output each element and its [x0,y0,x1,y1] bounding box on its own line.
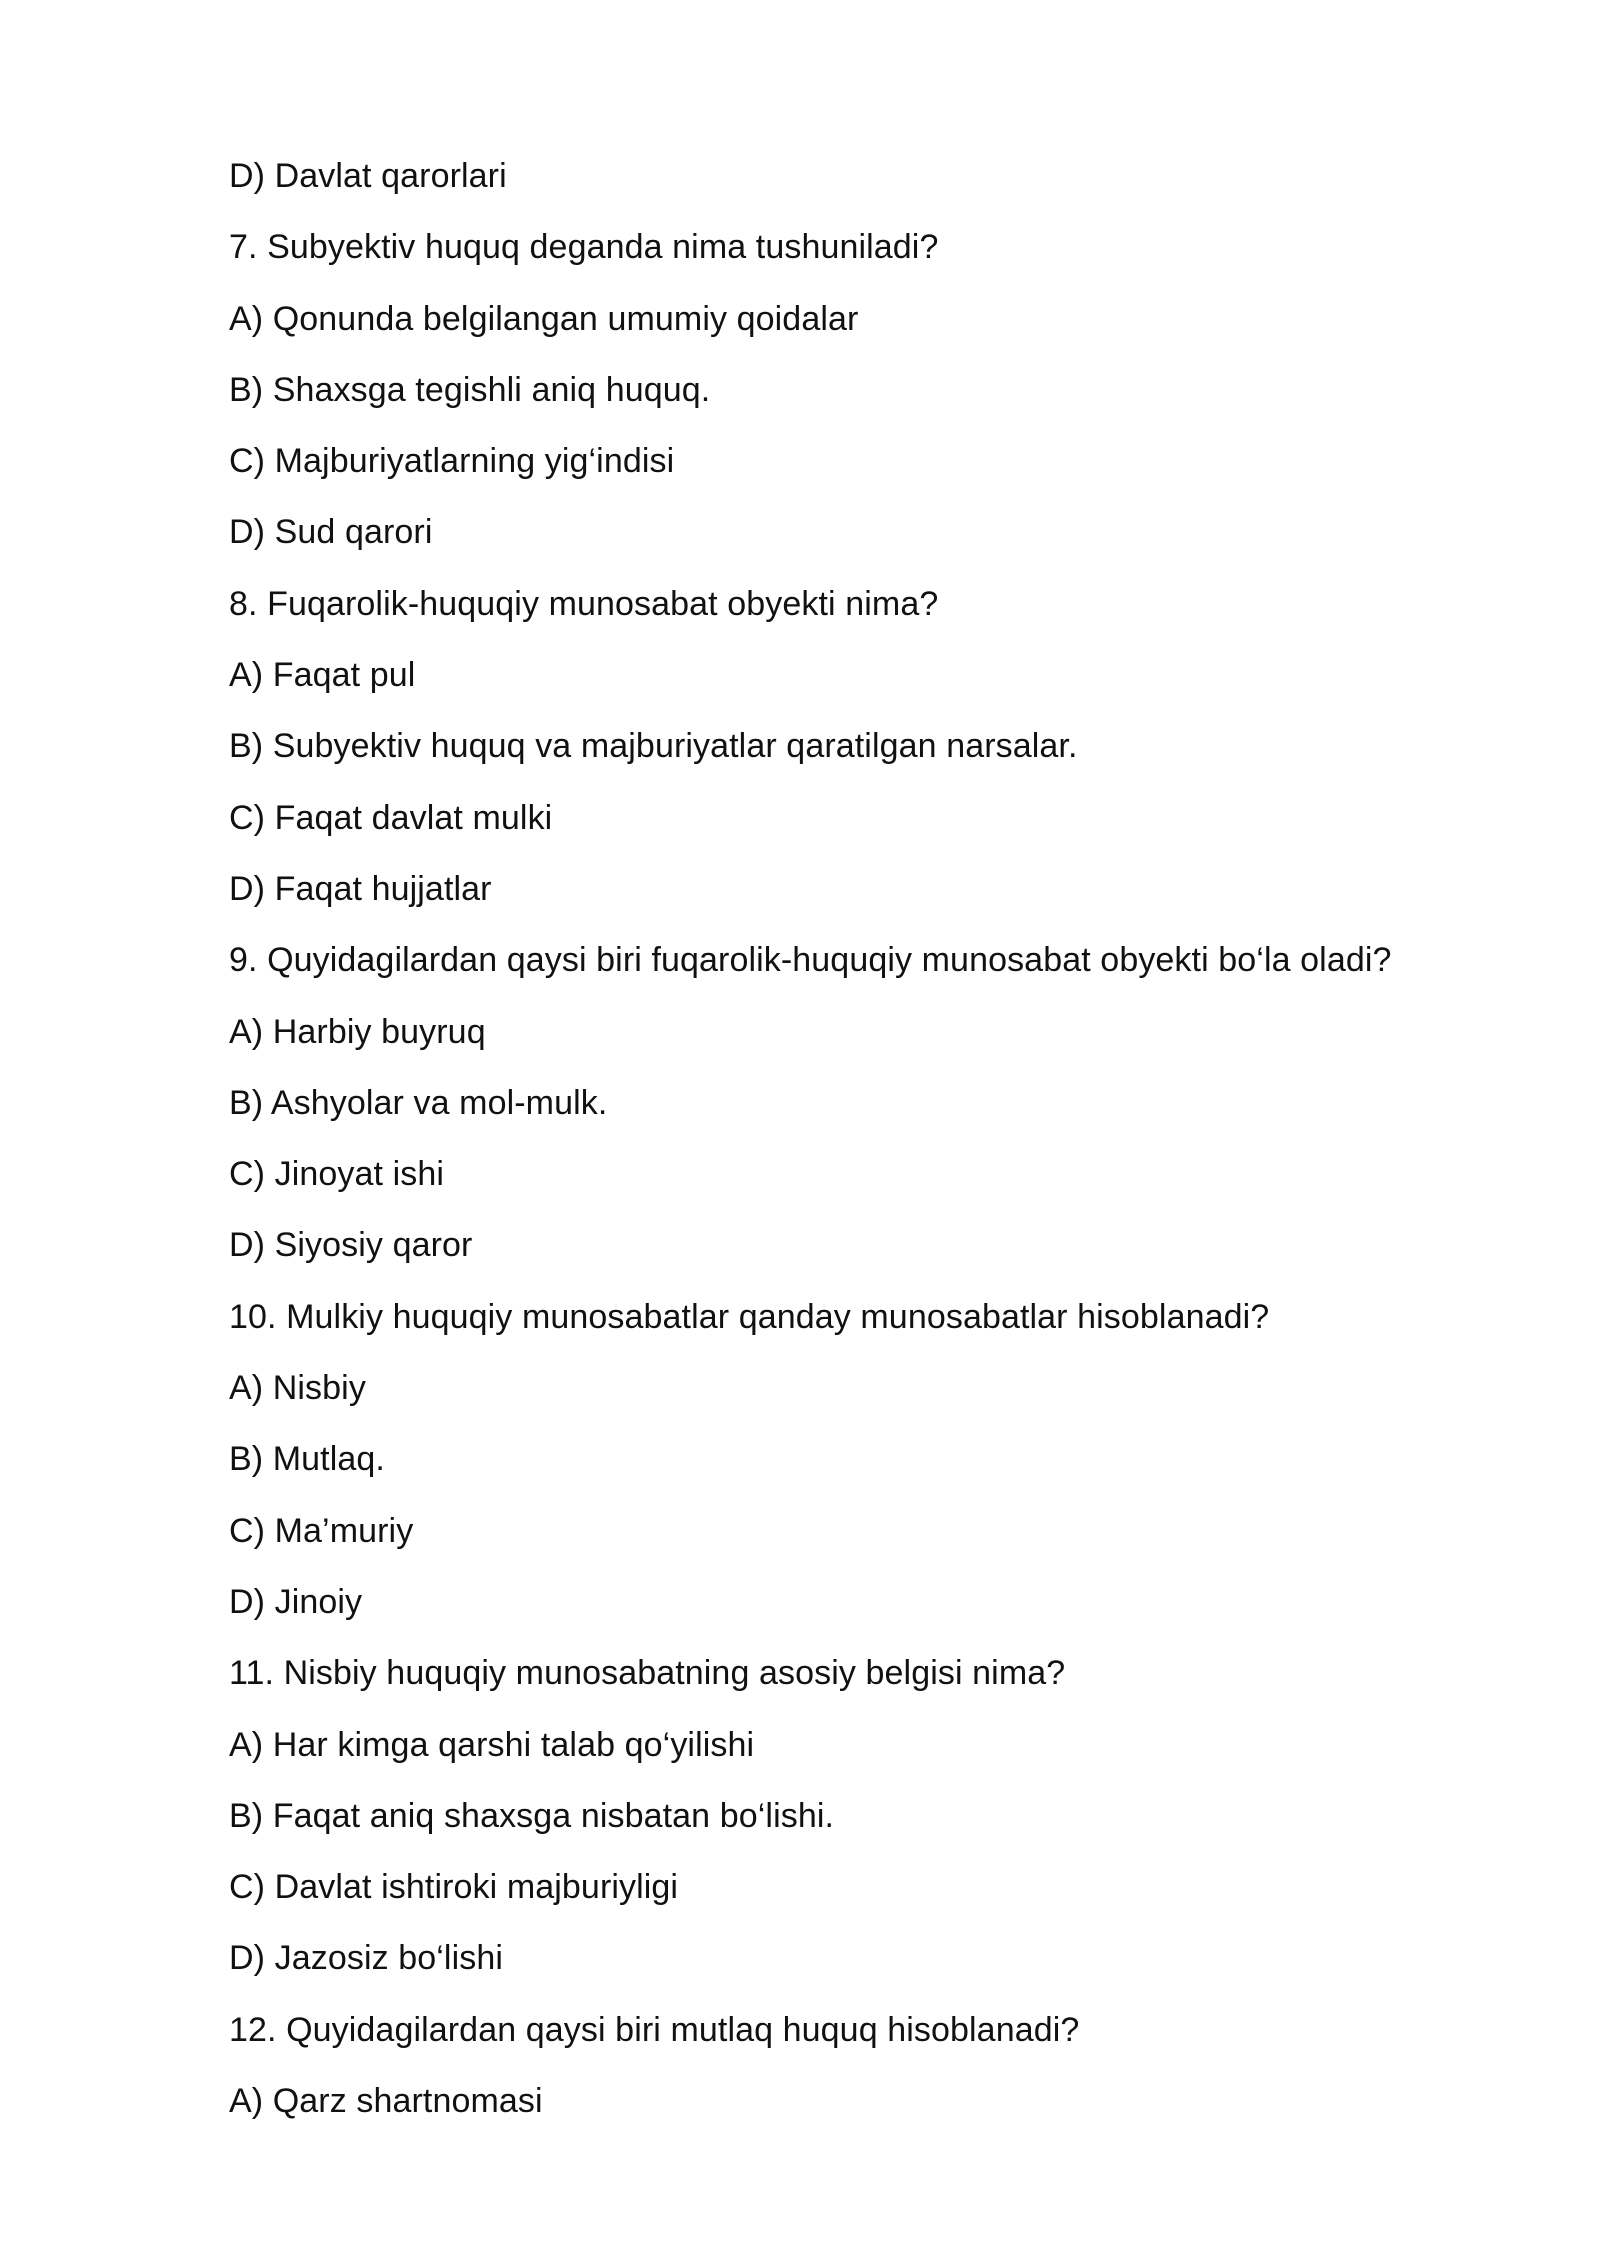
answer-option: A) Nisbiy [229,1369,366,1408]
question-text: 8. Fuqarolik-huquqiy munosabat obyekti nima? [229,584,939,623]
answer-option: D) Jazosiz bo‘lishi [229,1939,503,1978]
answer-option: D) Sud qarori [229,513,433,552]
answer-option: B) Mutlaq. [229,1440,385,1479]
answer-option: A) Faqat pul [229,656,416,695]
answer-option: A) Har kimga qarshi talab qo‘yilishi [229,1725,755,1764]
question-text: 10. Mulkiy huquqiy munosabatlar qanday munosabatlar hisoblanadi? [229,1297,1270,1336]
answer-option: D) Siyosiy qaror [229,1226,473,1265]
answer-option: C) Faqat davlat mulki [229,798,553,837]
answer-option: D) Jinoiy [229,1582,363,1621]
answer-option: B) Subyektiv huquq va majburiyatlar qaratilgan narsalar. [229,727,1078,766]
question-text: 9. Quyidagilardan qaysi biri fuqarolik-huquqiy munosabat obyekti bo‘la oladi? [229,941,1392,980]
question-text: 7. Subyektiv huquq deganda nima tushuniladi? [229,228,939,267]
answer-option: D) Davlat qarorlari [229,157,507,195]
question-text: 12. Quyidagilardan qaysi biri mutlaq huquq hisoblanadi? [229,2010,1080,2049]
answer-option: D) Faqat hujjatlar [229,869,492,908]
question-list [229,151,1519,2147]
answer-option: A) Harbiy buyruq [229,1012,486,1051]
answer-option: C) Majburiyatlarning yig‘indisi [229,442,675,481]
answer-option: C) Ma’muriy [229,1511,414,1550]
answer-option: B) Ashyolar va mol-mulk. [229,1083,608,1122]
answer-option: C) Jinoyat ishi [229,1155,445,1194]
question-text: 11. Nisbiy huquqiy munosabatning asosiy belgisi nima? [229,1654,1066,1693]
answer-option: A) Qonunda belgilangan umumiy qoidalar [229,299,859,338]
answer-option: B) Shaxsga tegishli aniq huquq. [229,370,711,409]
answer-option: B) Faqat aniq shaxsga nisbatan bo‘lishi. [229,1796,835,1835]
answer-option: A) Qarz shartnomasi [229,2082,543,2121]
answer-option: C) Davlat ishtiroki majburiyligi [229,1868,679,1907]
